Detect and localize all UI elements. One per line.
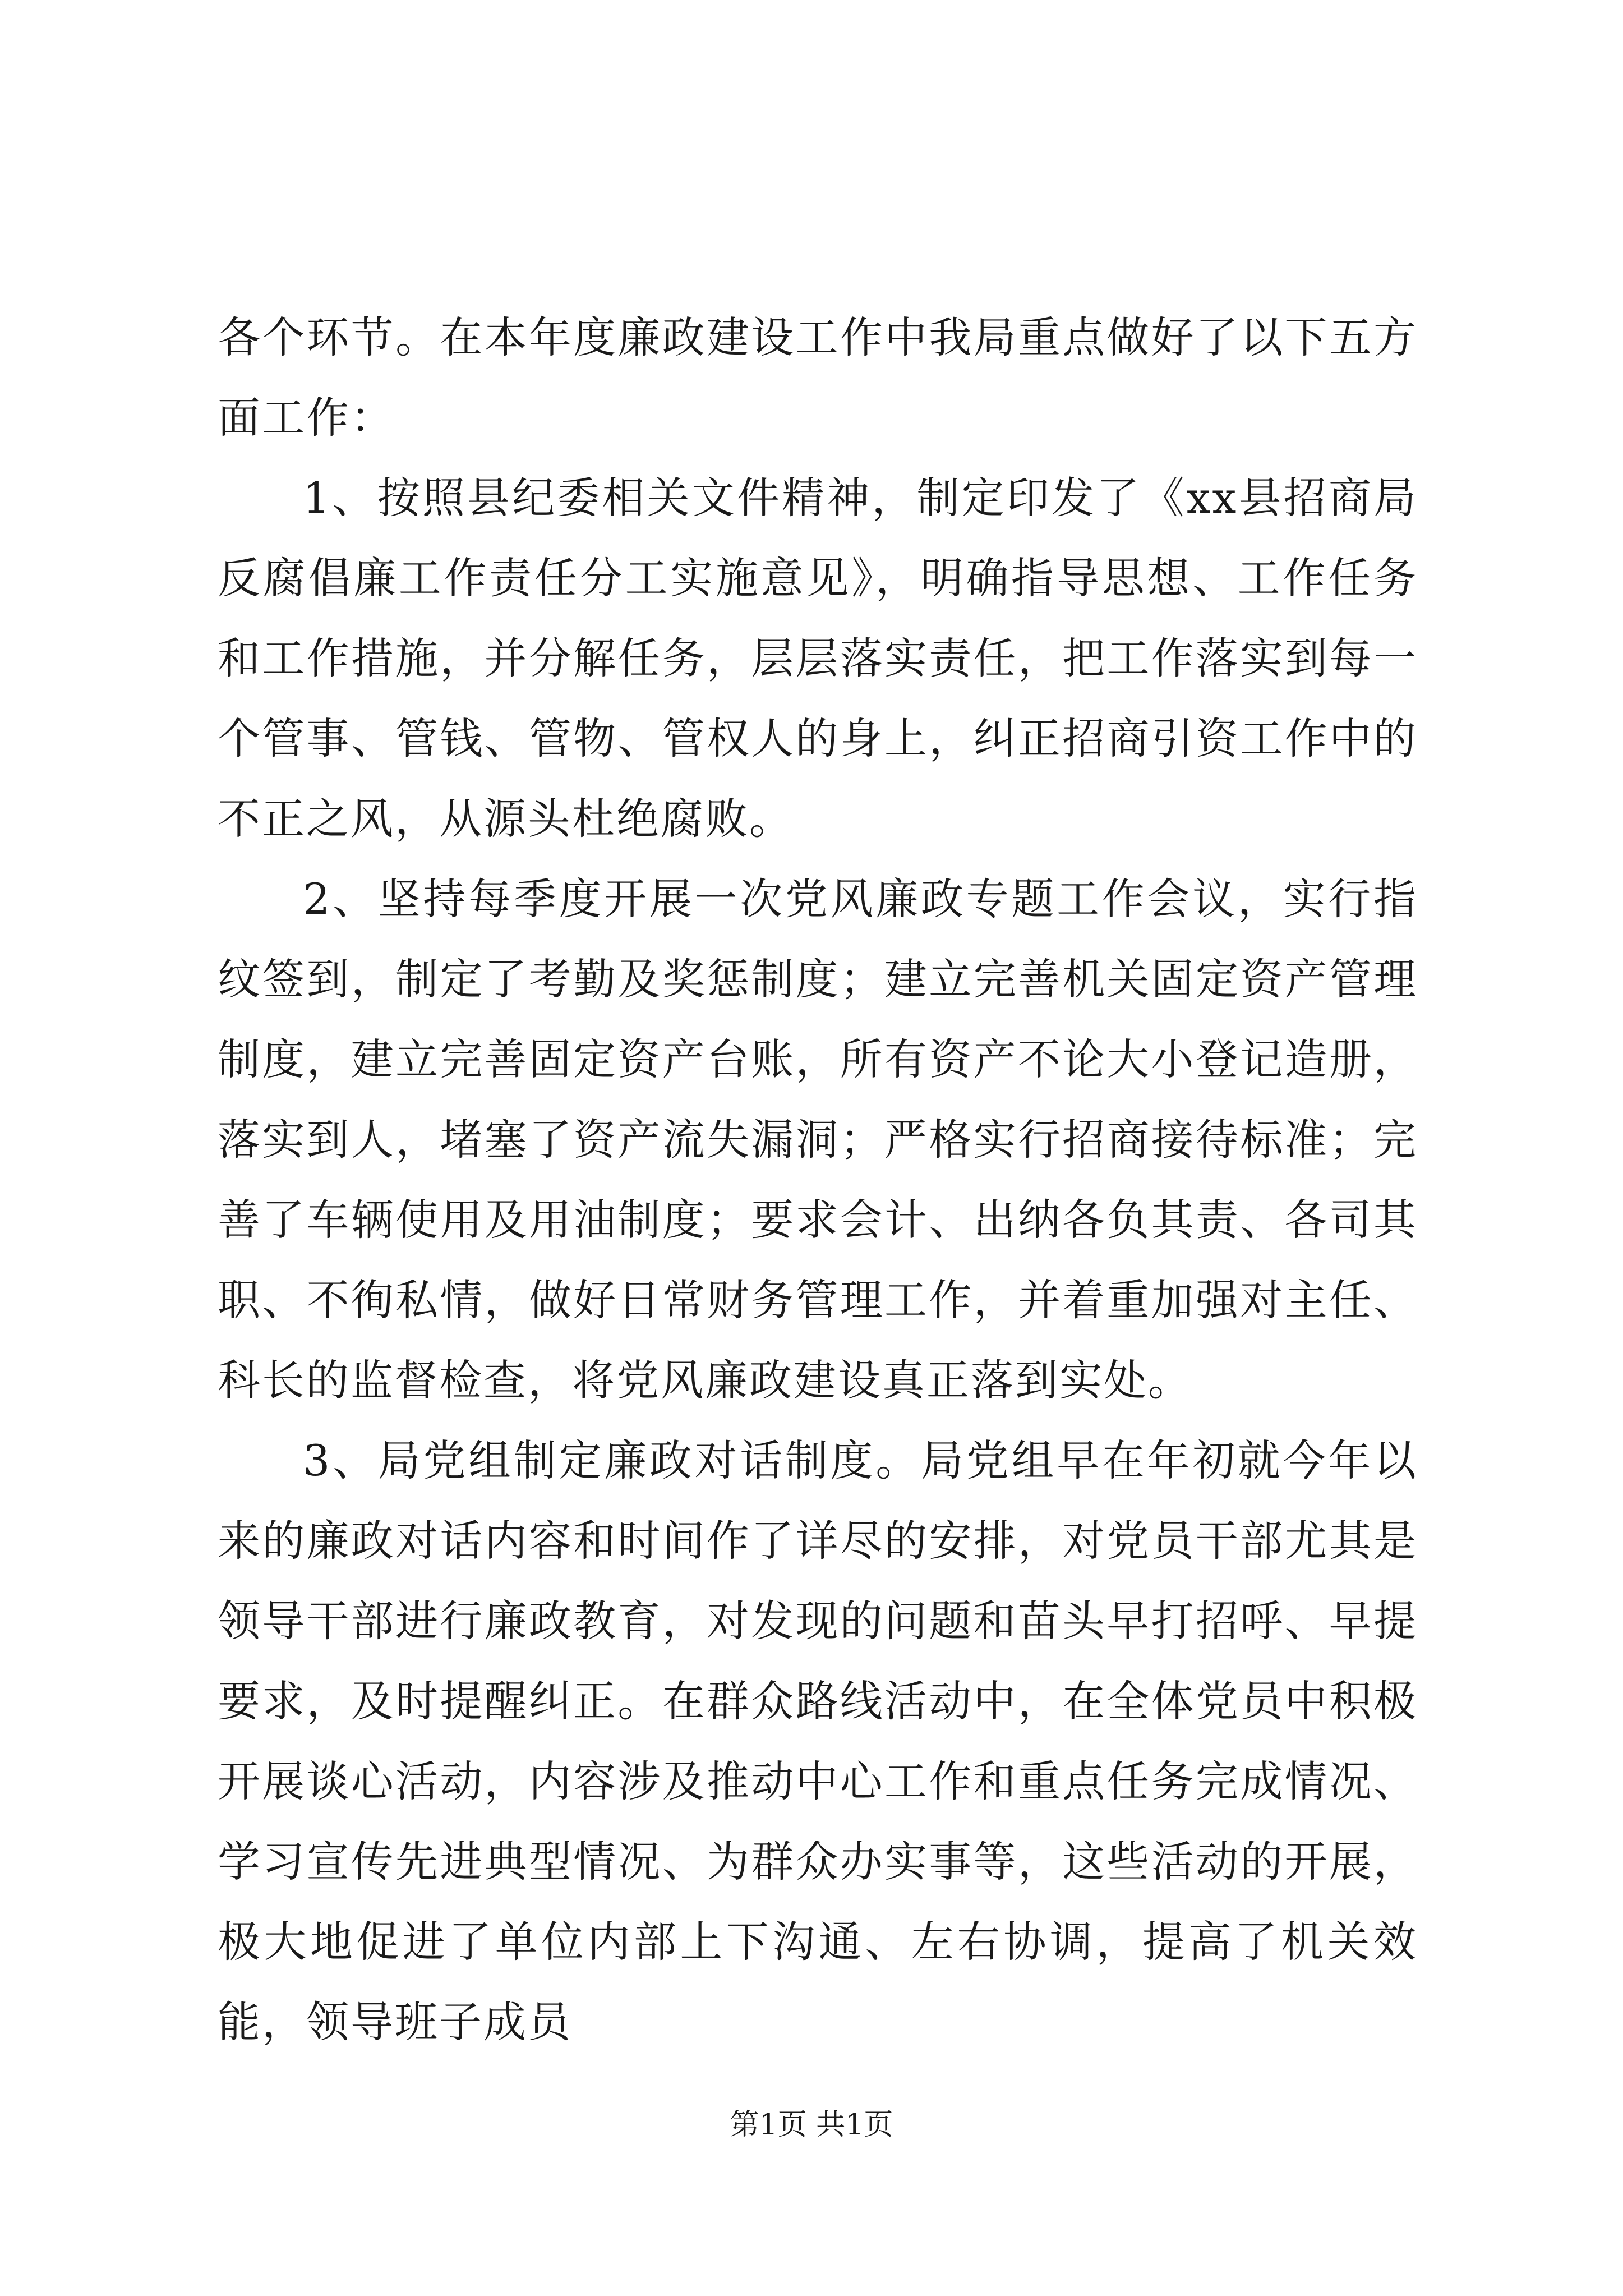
paragraph-item-2: 2、坚持每季度开展一次党风廉政专题工作会议，实行指纹签到，制定了考勤及奖惩制度；建立完善机关固定资产管理制度，建立完善固定资产台账，所有资产不论大小登记造册，落实到人，堵塞了资产流失漏洞；严格实行招商接待标准；完善了车辆使用及用油制度；要求会计、出纳各负其责、各司其职、不徇私情，做好日常财务管理工作，并着重加强对主任、科长的监督检查，将党风廉政建设真正落到实处。 bbox=[218, 874, 1418, 1405]
document-body bbox=[218, 297, 1418, 2062]
page-footer: 第1页 共1页 bbox=[730, 2108, 893, 2142]
paragraph-item-1: 1、按照县纪委相关文件精神，制定印发了《xx县招商局反腐倡廉工作责任分工实施意见》，明确指导思想、工作任务和工作措施，并分解任务，层层落实责任，把工作落实到每一个管事、管钱、管物、管权人的身上，纠正招商引资工作中的不正之风，从源头杜绝腐败。 bbox=[218, 473, 1418, 844]
paragraph-continuation: 各个环节。在本年度廉政建设工作中我局重点做好了以下五方面工作： bbox=[218, 312, 1418, 443]
paragraph-item-3: 3、局党组制定廉政对话制度。局党组早在年初就今年以来的廉政对话内容和时间作了详尽的安排，对党员干部尤其是领导干部进行廉政教育，对发现的问题和苗头早打招呼、早提要求，及时提醒纠正。在群众路线活动中，在全体党员中积极开展谈心活动，内容涉及推动中心工作和重点任务完成情况、学习宣传先进典型情况、为群众办实事等，这些活动的开展，极大地促进了单位内部上下沟通、左右协调，提高了机关效能，领导班子成员 bbox=[218, 1435, 1418, 2047]
